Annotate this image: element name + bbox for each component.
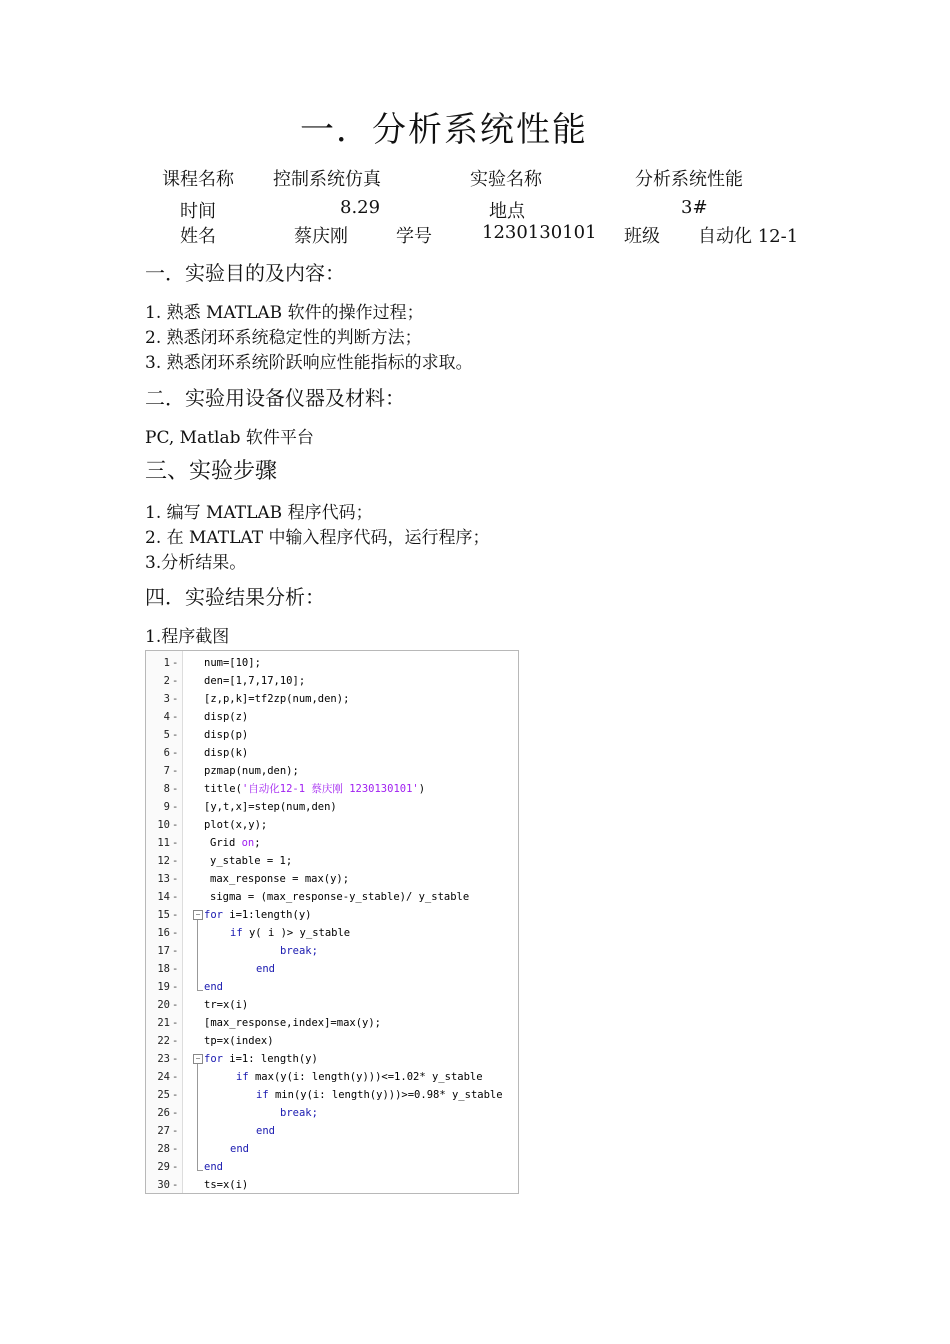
line-number: 14 bbox=[157, 891, 170, 903]
code-line bbox=[146, 762, 518, 780]
code-line bbox=[146, 906, 518, 924]
breakpoint-marker[interactable]: - bbox=[172, 657, 179, 669]
code-line bbox=[146, 1050, 518, 1068]
line-number: 3 bbox=[163, 693, 170, 705]
code-text[interactable]: break; bbox=[280, 945, 318, 957]
line-number: 11 bbox=[157, 837, 170, 849]
breakpoint-marker[interactable]: - bbox=[172, 711, 179, 723]
line-number: 30 bbox=[157, 1179, 170, 1191]
line-number: 17 bbox=[157, 945, 170, 957]
line-number: 16 bbox=[157, 927, 170, 939]
section-1-item: 3. 熟悉闭环系统阶跃响应性能指标的求取。 bbox=[145, 353, 473, 373]
code-text[interactable]: pzmap(num,den); bbox=[204, 765, 299, 777]
code-editor-screenshot bbox=[145, 650, 519, 1194]
code-text[interactable]: [max_response,index]=max(y); bbox=[204, 1017, 382, 1029]
code-line bbox=[146, 1122, 518, 1140]
code-line bbox=[146, 1086, 518, 1104]
keyword: for bbox=[204, 909, 223, 921]
code-line bbox=[146, 654, 518, 672]
line-number: 23 bbox=[157, 1053, 170, 1065]
code-line bbox=[146, 1014, 518, 1032]
code-line bbox=[146, 888, 518, 906]
code-line bbox=[146, 960, 518, 978]
section-2-heading: 二．实验用设备仪器及材料： bbox=[145, 386, 405, 410]
line-number: 18 bbox=[157, 963, 170, 975]
name-label: 姓名 bbox=[180, 226, 216, 247]
section-1-heading: 一．实验目的及内容： bbox=[145, 261, 345, 285]
code-line bbox=[146, 1104, 518, 1122]
string-literal: '自动化12-1 蔡庆刚 1230130101' bbox=[241, 783, 419, 795]
code-text[interactable]: sigma = (max_response-y_stable)/ y_stable bbox=[210, 891, 470, 903]
line-number: 25 bbox=[157, 1089, 170, 1101]
breakpoint-marker[interactable]: - bbox=[172, 927, 179, 939]
code-text[interactable]: title('自动化12-1 蔡庆刚 1230130101') bbox=[204, 783, 426, 795]
line-number: 21 bbox=[157, 1017, 170, 1029]
code-text[interactable]: [z,p,k]=tf2zp(num,den); bbox=[204, 693, 350, 705]
code-line bbox=[146, 996, 518, 1014]
breakpoint-marker[interactable]: - bbox=[172, 963, 179, 975]
code-line bbox=[146, 1140, 518, 1158]
breakpoint-marker[interactable]: - bbox=[172, 999, 179, 1011]
breakpoint-marker[interactable]: - bbox=[172, 1143, 179, 1155]
breakpoint-marker[interactable]: - bbox=[172, 1107, 179, 1119]
course-value: 控制系统仿真 bbox=[273, 169, 381, 190]
fold-toggle-icon[interactable]: − bbox=[193, 1054, 203, 1064]
keyword: for bbox=[204, 1053, 223, 1065]
line-number: 24 bbox=[157, 1071, 170, 1083]
section-3-heading: 三、实验步骤 bbox=[145, 459, 278, 484]
code-text[interactable]: [y,t,x]=step(num,den) bbox=[204, 801, 337, 813]
code-line bbox=[146, 672, 518, 690]
code-line bbox=[146, 942, 518, 960]
code-text[interactable]: for i=1: length(y) bbox=[204, 1053, 318, 1065]
id-label: 学号 bbox=[396, 226, 432, 247]
breakpoint-marker[interactable]: - bbox=[172, 1089, 179, 1101]
breakpoint-marker[interactable]: - bbox=[172, 1161, 179, 1173]
code-text[interactable]: for i=1:length(y) bbox=[204, 909, 312, 921]
code-text[interactable]: if max(y(i: length(y)))<=1.02* y_stable bbox=[236, 1071, 483, 1083]
section-2-text: PC, Matlab 软件平台 bbox=[145, 428, 314, 448]
line-number: 9 bbox=[163, 801, 170, 813]
line-number: 20 bbox=[157, 999, 170, 1011]
breakpoint-marker[interactable]: - bbox=[172, 837, 179, 849]
exp-label: 实验名称 bbox=[470, 169, 542, 190]
line-number: 6 bbox=[163, 747, 170, 759]
code-line bbox=[146, 744, 518, 762]
code-text[interactable]: ts=x(i) bbox=[204, 1179, 249, 1191]
time-label: 时间 bbox=[180, 201, 216, 222]
class-value: 自动化 12-1 bbox=[698, 226, 799, 247]
keyword: if bbox=[230, 927, 243, 939]
line-number: 15 bbox=[157, 909, 170, 921]
place-label: 地点 bbox=[489, 201, 525, 222]
code-line bbox=[146, 690, 518, 708]
code-text[interactable]: Grid on; bbox=[210, 837, 261, 849]
code-line bbox=[146, 1068, 518, 1086]
code-line bbox=[146, 870, 518, 888]
breakpoint-marker[interactable]: - bbox=[172, 1035, 179, 1047]
line-number: 22 bbox=[157, 1035, 170, 1047]
code-text[interactable]: disp(z) bbox=[204, 711, 249, 723]
code-line bbox=[146, 1176, 518, 1194]
code-text[interactable]: num=[10]; bbox=[204, 657, 261, 669]
breakpoint-marker[interactable]: - bbox=[172, 1125, 179, 1137]
exp-value: 分析系统性能 bbox=[635, 169, 743, 190]
line-number: 13 bbox=[157, 873, 170, 885]
fold-toggle-icon[interactable]: − bbox=[193, 910, 203, 920]
section-3-item: 1. 编写 MATLAB 程序代码； bbox=[145, 503, 373, 523]
section-1-item: 1. 熟悉 MATLAB 软件的操作过程； bbox=[145, 303, 424, 323]
code-text[interactable]: tr=x(i) bbox=[204, 999, 249, 1011]
line-number: 10 bbox=[157, 819, 170, 831]
breakpoint-marker[interactable]: - bbox=[172, 1017, 179, 1029]
code-text[interactable]: disp(p) bbox=[204, 729, 249, 741]
name-value: 蔡庆刚 bbox=[294, 226, 348, 247]
code-line bbox=[146, 978, 518, 996]
line-number: 7 bbox=[163, 765, 170, 777]
line-number: 5 bbox=[163, 729, 170, 741]
line-number: 12 bbox=[157, 855, 170, 867]
code-text[interactable]: den=[1,7,17,10]; bbox=[204, 675, 306, 687]
breakpoint-marker[interactable]: - bbox=[172, 675, 179, 687]
section-4-heading: 四．实验结果分析： bbox=[145, 585, 325, 609]
section-3-item: 2. 在 MATLAT 中输入程序代码，运行程序； bbox=[145, 528, 490, 548]
code-line bbox=[146, 852, 518, 870]
figure-caption: 1.程序截图 bbox=[145, 627, 230, 647]
code-text[interactable]: if y( i )> y_stable bbox=[230, 927, 351, 939]
breakpoint-marker[interactable]: - bbox=[172, 873, 179, 885]
code-line bbox=[146, 924, 518, 942]
breakpoint-marker[interactable]: - bbox=[172, 891, 179, 903]
breakpoint-marker[interactable]: - bbox=[172, 765, 179, 777]
code-text[interactable]: max_response = max(y); bbox=[210, 873, 350, 885]
breakpoint-marker[interactable]: - bbox=[172, 1071, 179, 1083]
code-text[interactable]: end bbox=[204, 1161, 223, 1173]
breakpoint-marker[interactable]: - bbox=[172, 1053, 179, 1065]
line-number: 4 bbox=[163, 711, 170, 723]
breakpoint-marker[interactable]: - bbox=[172, 783, 179, 795]
breakpoint-marker[interactable]: - bbox=[172, 747, 179, 759]
code-line bbox=[146, 816, 518, 834]
string-literal: on bbox=[241, 837, 255, 849]
place-value: 3# bbox=[681, 197, 708, 218]
code-text[interactable]: end bbox=[230, 1143, 249, 1155]
section-1-item: 2. 熟悉闭环系统稳定性的判断方法； bbox=[145, 328, 422, 348]
breakpoint-marker[interactable]: - bbox=[172, 729, 179, 741]
code-text[interactable]: end bbox=[204, 981, 223, 993]
class-label: 班级 bbox=[624, 226, 660, 247]
line-number: 27 bbox=[157, 1125, 170, 1137]
breakpoint-marker[interactable]: - bbox=[172, 909, 179, 921]
code-line bbox=[146, 1158, 518, 1176]
line-number: 2 bbox=[163, 675, 170, 687]
code-line bbox=[146, 726, 518, 744]
line-number: 19 bbox=[157, 981, 170, 993]
code-line bbox=[146, 834, 518, 852]
breakpoint-marker[interactable]: - bbox=[172, 1179, 179, 1191]
breakpoint-marker[interactable]: - bbox=[172, 855, 179, 867]
breakpoint-marker[interactable]: - bbox=[172, 981, 179, 993]
code-text[interactable]: if min(y(i: length(y)))>=0.98* y_stable bbox=[256, 1089, 503, 1101]
breakpoint-marker[interactable]: - bbox=[172, 693, 179, 705]
code-text[interactable]: y_stable = 1; bbox=[210, 855, 293, 867]
breakpoint-marker[interactable]: - bbox=[172, 945, 179, 957]
code-text[interactable]: end bbox=[256, 963, 275, 975]
line-number: 8 bbox=[163, 783, 170, 795]
code-text[interactable]: tp=x(index) bbox=[204, 1035, 274, 1047]
keyword: if bbox=[256, 1089, 269, 1101]
document-title: 一．分析系统性能 bbox=[300, 110, 588, 150]
line-number: 1 bbox=[163, 657, 170, 669]
code-text[interactable]: end bbox=[256, 1125, 275, 1137]
code-line bbox=[146, 1032, 518, 1050]
line-number: 28 bbox=[157, 1143, 170, 1155]
code-line bbox=[146, 708, 518, 726]
line-number: 26 bbox=[157, 1107, 170, 1119]
section-3-item: 3.分析结果。 bbox=[145, 553, 247, 573]
keyword: if bbox=[236, 1071, 249, 1083]
course-label: 课程名称 bbox=[162, 169, 234, 190]
breakpoint-marker[interactable]: - bbox=[172, 801, 179, 813]
code-line bbox=[146, 780, 518, 798]
breakpoint-marker[interactable]: - bbox=[172, 819, 179, 831]
code-line bbox=[146, 798, 518, 816]
id-value: 1230130101 bbox=[482, 222, 597, 243]
time-value: 8.29 bbox=[340, 197, 381, 218]
line-number: 29 bbox=[157, 1161, 170, 1173]
code-text[interactable]: break; bbox=[280, 1107, 318, 1119]
code-text[interactable]: plot(x,y); bbox=[204, 819, 268, 831]
code-text[interactable]: disp(k) bbox=[204, 747, 249, 759]
